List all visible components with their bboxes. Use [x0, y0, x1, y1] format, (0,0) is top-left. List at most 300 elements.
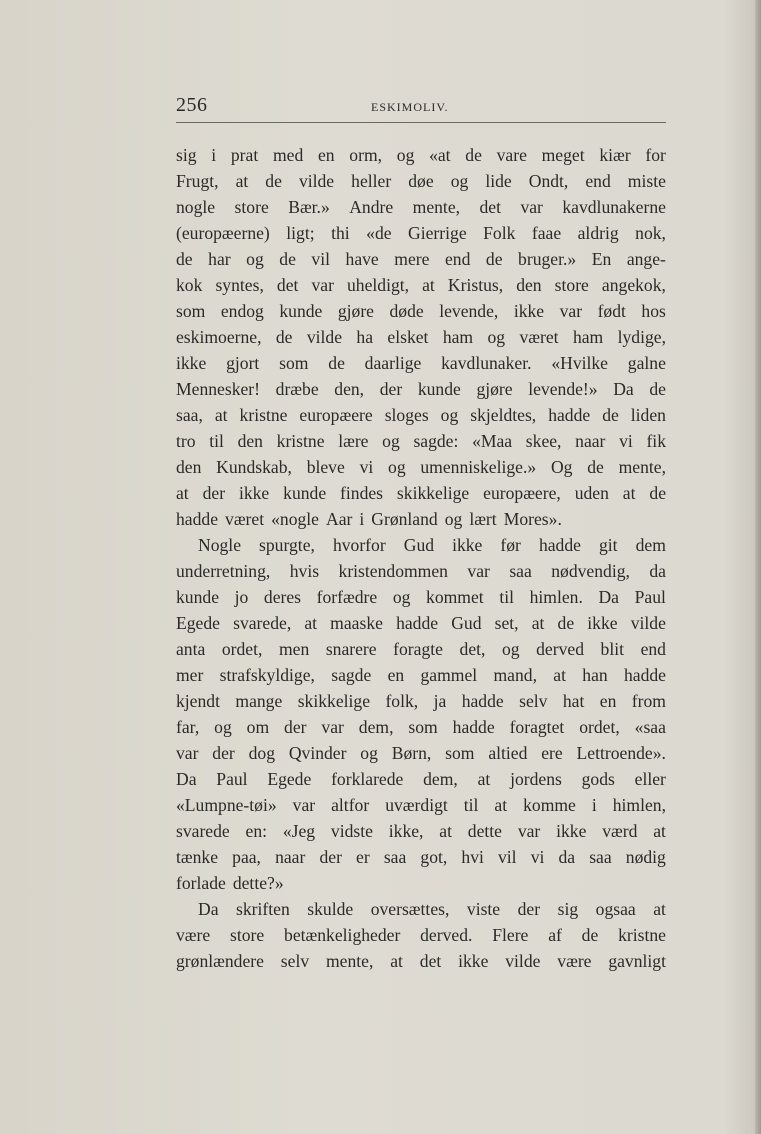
word: hadde — [396, 613, 439, 633]
word: gjøre — [476, 379, 513, 399]
word: kristne — [618, 925, 666, 945]
word: gjort — [226, 353, 260, 373]
word: end — [444, 249, 471, 269]
word: «de — [366, 223, 392, 243]
page-edge — [755, 0, 761, 1134]
word: at — [653, 899, 666, 919]
word: komme — [523, 795, 576, 815]
word: kiær — [599, 145, 631, 165]
word: de — [275, 327, 293, 347]
word: mer — [176, 665, 204, 685]
word: værd — [602, 821, 638, 841]
word: oversættes, — [370, 899, 450, 919]
word: Bær.» — [288, 197, 330, 217]
word: Kundskab, — [216, 457, 292, 477]
word: mente, — [618, 457, 666, 477]
word: dræbe — [275, 379, 319, 399]
word: var — [520, 197, 543, 217]
word: set, — [494, 613, 519, 633]
word: far, — [176, 717, 200, 737]
text-line — [176, 792, 666, 818]
word: endog — [220, 301, 264, 321]
text-line — [176, 740, 666, 766]
word: hvi — [461, 847, 484, 867]
word: lært — [469, 509, 497, 529]
word: og — [214, 717, 232, 737]
word: at — [653, 821, 666, 841]
word: paa, — [232, 847, 261, 867]
word: aldrig — [577, 223, 619, 243]
word: dette?» — [232, 873, 284, 893]
word: de — [328, 353, 345, 373]
word: selv — [280, 951, 310, 971]
word: «Hvilke — [551, 353, 608, 373]
word: der — [212, 743, 235, 763]
text-line — [176, 298, 666, 324]
word: store — [554, 275, 589, 295]
word: at — [477, 769, 491, 789]
text-line — [176, 948, 666, 974]
word: kunde — [279, 301, 323, 321]
word: dem, — [358, 717, 394, 737]
word: hadde — [452, 717, 495, 737]
text-line — [176, 428, 666, 454]
word: Lettroende». — [576, 743, 666, 763]
word: hvis — [289, 561, 320, 581]
word: gjøre — [337, 301, 374, 321]
word: kristne — [276, 431, 325, 451]
word: Ondt, — [528, 171, 569, 191]
word: Paul — [216, 769, 248, 789]
word: sig — [176, 145, 197, 165]
word: selv — [519, 691, 548, 711]
text-line — [176, 844, 666, 870]
word: for — [645, 145, 666, 165]
word: jordens — [510, 769, 562, 789]
word: derved. — [420, 925, 473, 945]
word: der — [517, 899, 541, 919]
word: tro — [176, 431, 196, 451]
word: gavnligt — [608, 951, 666, 971]
word: den — [237, 431, 263, 451]
word: altied — [488, 743, 528, 763]
word: den — [176, 457, 202, 477]
word: Qvinder — [288, 743, 347, 763]
word: at — [304, 613, 318, 633]
word: sagde: — [413, 431, 459, 451]
word: ogsaa — [595, 899, 636, 919]
word: europæere, — [483, 483, 561, 503]
word: hadde — [538, 535, 581, 555]
word: og — [396, 145, 415, 165]
word: viste — [466, 899, 501, 919]
word: som — [279, 353, 309, 373]
word: lære — [338, 431, 369, 451]
word: vilde — [298, 171, 335, 191]
word: der — [379, 379, 403, 399]
word: (europæerne) — [176, 223, 270, 243]
word: kristendommen — [338, 561, 448, 581]
word: miste — [627, 171, 666, 191]
word: dem, — [423, 769, 458, 789]
word: galne — [627, 353, 666, 373]
word: at — [235, 171, 249, 191]
word: Nogle — [198, 535, 241, 555]
word: strafskyldige, — [219, 665, 315, 685]
word: vi — [619, 431, 633, 451]
text-line — [176, 350, 666, 376]
word: de — [176, 249, 193, 269]
text-line — [176, 506, 666, 532]
text-line — [176, 454, 666, 480]
word: findes — [340, 483, 384, 503]
word: hos — [641, 301, 666, 321]
word: vilde — [505, 951, 541, 971]
text-line — [176, 714, 666, 740]
word: svarede, — [233, 613, 292, 633]
word: som — [445, 743, 475, 763]
word: thi — [331, 223, 350, 243]
word: naar — [575, 431, 606, 451]
word: ikke — [238, 483, 270, 503]
word: faae — [531, 223, 562, 243]
word: de — [465, 145, 482, 165]
word: hadde — [176, 509, 219, 529]
word: det — [276, 275, 299, 295]
word: kjendt — [176, 691, 220, 711]
word: foragtet — [509, 717, 565, 737]
word: Andre — [349, 197, 394, 217]
word: Grønland — [371, 509, 438, 529]
word: skulde — [307, 899, 354, 919]
word: Flere — [492, 925, 529, 945]
text-line — [176, 870, 666, 896]
word: ikke, — [388, 821, 424, 841]
word: Egede — [176, 613, 220, 633]
word: og — [450, 171, 469, 191]
word: forfædre — [316, 587, 378, 607]
word: ordet, — [579, 717, 620, 737]
word: de — [602, 405, 619, 425]
word: skikkelige — [297, 691, 371, 711]
word: og — [382, 431, 400, 451]
word: have — [345, 249, 379, 269]
word: nok, — [635, 223, 666, 243]
word: mente, — [325, 951, 374, 971]
word: som — [176, 301, 206, 321]
word: der — [202, 483, 226, 503]
word: vare — [496, 145, 527, 165]
word: lydige, — [617, 327, 666, 347]
word: Da — [598, 587, 619, 607]
word: levende!» — [528, 379, 598, 399]
word: ikke — [458, 951, 489, 971]
page-header — [176, 94, 666, 124]
word: mand, — [493, 665, 537, 685]
word: og — [440, 405, 459, 425]
word: har — [208, 249, 231, 269]
word: kommet — [426, 587, 484, 607]
word: «Jeg — [282, 821, 316, 841]
word: blit — [600, 639, 625, 659]
word: kavdlunakerne — [562, 197, 666, 217]
word: og — [444, 509, 463, 529]
word: underretning, — [176, 561, 271, 581]
word: vilde — [306, 327, 343, 347]
word: spurgte, — [259, 535, 315, 555]
word: hadde — [461, 691, 504, 711]
word: de — [557, 613, 575, 633]
word: de — [279, 249, 296, 269]
word: den — [516, 275, 542, 295]
word: nødig — [625, 847, 666, 867]
word: at — [176, 483, 189, 503]
word: vil — [311, 249, 330, 269]
word: var — [517, 821, 541, 841]
word: gammel — [420, 665, 478, 685]
word: været — [225, 509, 265, 529]
word: født — [597, 301, 626, 321]
word: snarere — [325, 639, 377, 659]
word: saa — [509, 561, 532, 581]
word: en: — [245, 821, 268, 841]
word: skjeldtes, — [470, 405, 537, 425]
text-line — [176, 142, 666, 168]
word: før — [500, 535, 521, 555]
word: til — [209, 431, 224, 451]
word: ere — [541, 743, 563, 763]
text-line — [176, 610, 666, 636]
word: de — [649, 379, 666, 399]
text-line — [176, 896, 666, 922]
word: dem — [635, 535, 666, 555]
word: Da — [198, 899, 219, 919]
word: det — [479, 197, 501, 217]
text-line — [176, 688, 666, 714]
word: «Lumpne-tøi» — [176, 795, 277, 815]
word: «nogle — [271, 509, 319, 529]
word: der — [319, 847, 342, 867]
header-rule — [176, 122, 666, 123]
word: er — [356, 847, 370, 867]
word: mange — [235, 691, 283, 711]
word: ja — [433, 691, 447, 711]
word: og — [392, 587, 411, 607]
word: vil — [498, 847, 517, 867]
word: deres — [263, 587, 302, 607]
word: Egede — [267, 769, 312, 789]
word: bleve — [306, 457, 345, 477]
text-line — [176, 194, 666, 220]
word: ordet, — [221, 639, 263, 659]
word: været — [519, 327, 559, 347]
word: end — [585, 171, 611, 191]
word: i — [591, 795, 597, 815]
word: jo — [234, 587, 249, 607]
text-line — [176, 818, 666, 844]
word: folk, — [385, 691, 419, 711]
word: da — [649, 561, 666, 581]
word: lide — [485, 171, 512, 191]
word: from — [631, 691, 666, 711]
word: vi — [359, 457, 374, 477]
word: med — [272, 145, 304, 165]
word: være — [557, 951, 592, 971]
word: de — [581, 925, 599, 945]
word: en — [599, 691, 617, 711]
word: de — [649, 483, 666, 503]
word: ange- — [626, 249, 666, 269]
word: mente, — [412, 197, 461, 217]
word: Paul — [634, 587, 666, 607]
text-line — [176, 766, 666, 792]
word: hvorfor — [332, 535, 386, 555]
word: nødvendig, — [551, 561, 630, 581]
word: kavdlunaker. — [441, 353, 532, 373]
word: dette — [467, 821, 502, 841]
word: Folk — [483, 223, 516, 243]
word: at — [214, 405, 228, 425]
word: ham — [442, 327, 474, 347]
word: døde — [389, 301, 424, 321]
body-text — [176, 142, 666, 974]
word: eskimoerne, — [176, 327, 262, 347]
word: meget — [541, 145, 585, 165]
word: var — [311, 275, 334, 295]
word: fik — [646, 431, 666, 451]
word: var — [292, 795, 316, 815]
word: bruger.» — [518, 249, 577, 269]
word: saa, — [176, 405, 203, 425]
word: var — [321, 717, 344, 737]
word: sagde — [331, 665, 372, 685]
word: tænke — [176, 847, 219, 867]
word: ha — [356, 327, 374, 347]
word: Mennesker! — [176, 379, 261, 399]
text-line — [176, 376, 666, 402]
running-head: ESKIMOLIV. — [371, 100, 449, 114]
word: himlen, — [612, 795, 666, 815]
text-line — [176, 402, 666, 428]
word: forlade — [176, 873, 226, 893]
word: liden — [630, 405, 666, 425]
page-number: 256 — [176, 94, 208, 116]
word: han — [582, 665, 608, 685]
word: ikke — [176, 353, 207, 373]
word: og — [487, 327, 506, 347]
word: umenniskelige.» — [420, 457, 537, 477]
word: uden — [574, 483, 609, 503]
word: derved — [536, 639, 584, 659]
word: foragte — [393, 639, 443, 659]
word: nogle — [176, 197, 216, 217]
text-line — [176, 272, 666, 298]
word: døe — [408, 171, 434, 191]
text-line — [176, 168, 666, 194]
word: ikke — [587, 613, 618, 633]
word: forklarede — [331, 769, 404, 789]
word: saa — [383, 847, 407, 867]
word: git — [599, 535, 618, 555]
word: men — [278, 639, 310, 659]
word: ikke — [513, 301, 545, 321]
word: var — [176, 743, 199, 763]
text-line — [176, 220, 666, 246]
word: syntes, — [215, 275, 264, 295]
word: store — [230, 925, 265, 945]
word: de — [265, 171, 282, 191]
word: og — [501, 639, 520, 659]
word: sig — [557, 899, 579, 919]
word: Da — [613, 379, 634, 399]
word: at — [494, 795, 508, 815]
word: mere — [394, 249, 430, 269]
word: som — [408, 717, 438, 737]
word: kristne — [239, 405, 288, 425]
word: være — [176, 925, 211, 945]
word: og — [246, 249, 264, 269]
word: Da — [176, 769, 197, 789]
word: at — [390, 951, 403, 971]
word: Gierrige — [408, 223, 467, 243]
word: levende, — [439, 301, 499, 321]
word: «saa — [634, 717, 666, 737]
word: skriften — [236, 899, 290, 919]
word: da — [558, 847, 576, 867]
word: saa — [589, 847, 612, 867]
word: hadde — [623, 665, 666, 685]
word: Aar — [326, 509, 353, 529]
word: at — [553, 665, 566, 685]
word: til — [499, 587, 514, 607]
word: skee, — [525, 431, 562, 451]
word: og — [388, 457, 406, 477]
word: store — [234, 197, 269, 217]
text-line — [176, 636, 666, 662]
word: uværdigt — [385, 795, 448, 815]
word: uheldigt, — [347, 275, 410, 295]
text-line — [176, 532, 666, 558]
text-line — [176, 246, 666, 272]
word: en — [387, 665, 405, 685]
word: kunde — [176, 587, 219, 607]
word: maaske — [330, 613, 383, 633]
word: sloges — [384, 405, 429, 425]
word: prat — [230, 145, 259, 165]
text-line — [176, 480, 666, 506]
word: og — [360, 743, 378, 763]
word: vi — [530, 847, 545, 867]
word: ham — [572, 327, 604, 347]
word: i — [211, 145, 217, 165]
word: svarede — [176, 821, 230, 841]
text-line — [176, 558, 666, 584]
word: Gud — [451, 613, 482, 633]
word: daarlige — [364, 353, 422, 373]
text-line — [176, 922, 666, 948]
word: kunde — [283, 483, 327, 503]
word: heller — [351, 171, 392, 191]
word: «Maa — [472, 431, 513, 451]
word: det, — [459, 639, 486, 659]
word: elsket — [387, 327, 429, 347]
word: Kristus, — [447, 275, 504, 295]
word: anta — [176, 639, 206, 659]
word: dog — [248, 743, 275, 763]
word: at — [531, 613, 545, 633]
text-line — [176, 584, 666, 610]
word: ikke — [556, 821, 587, 841]
